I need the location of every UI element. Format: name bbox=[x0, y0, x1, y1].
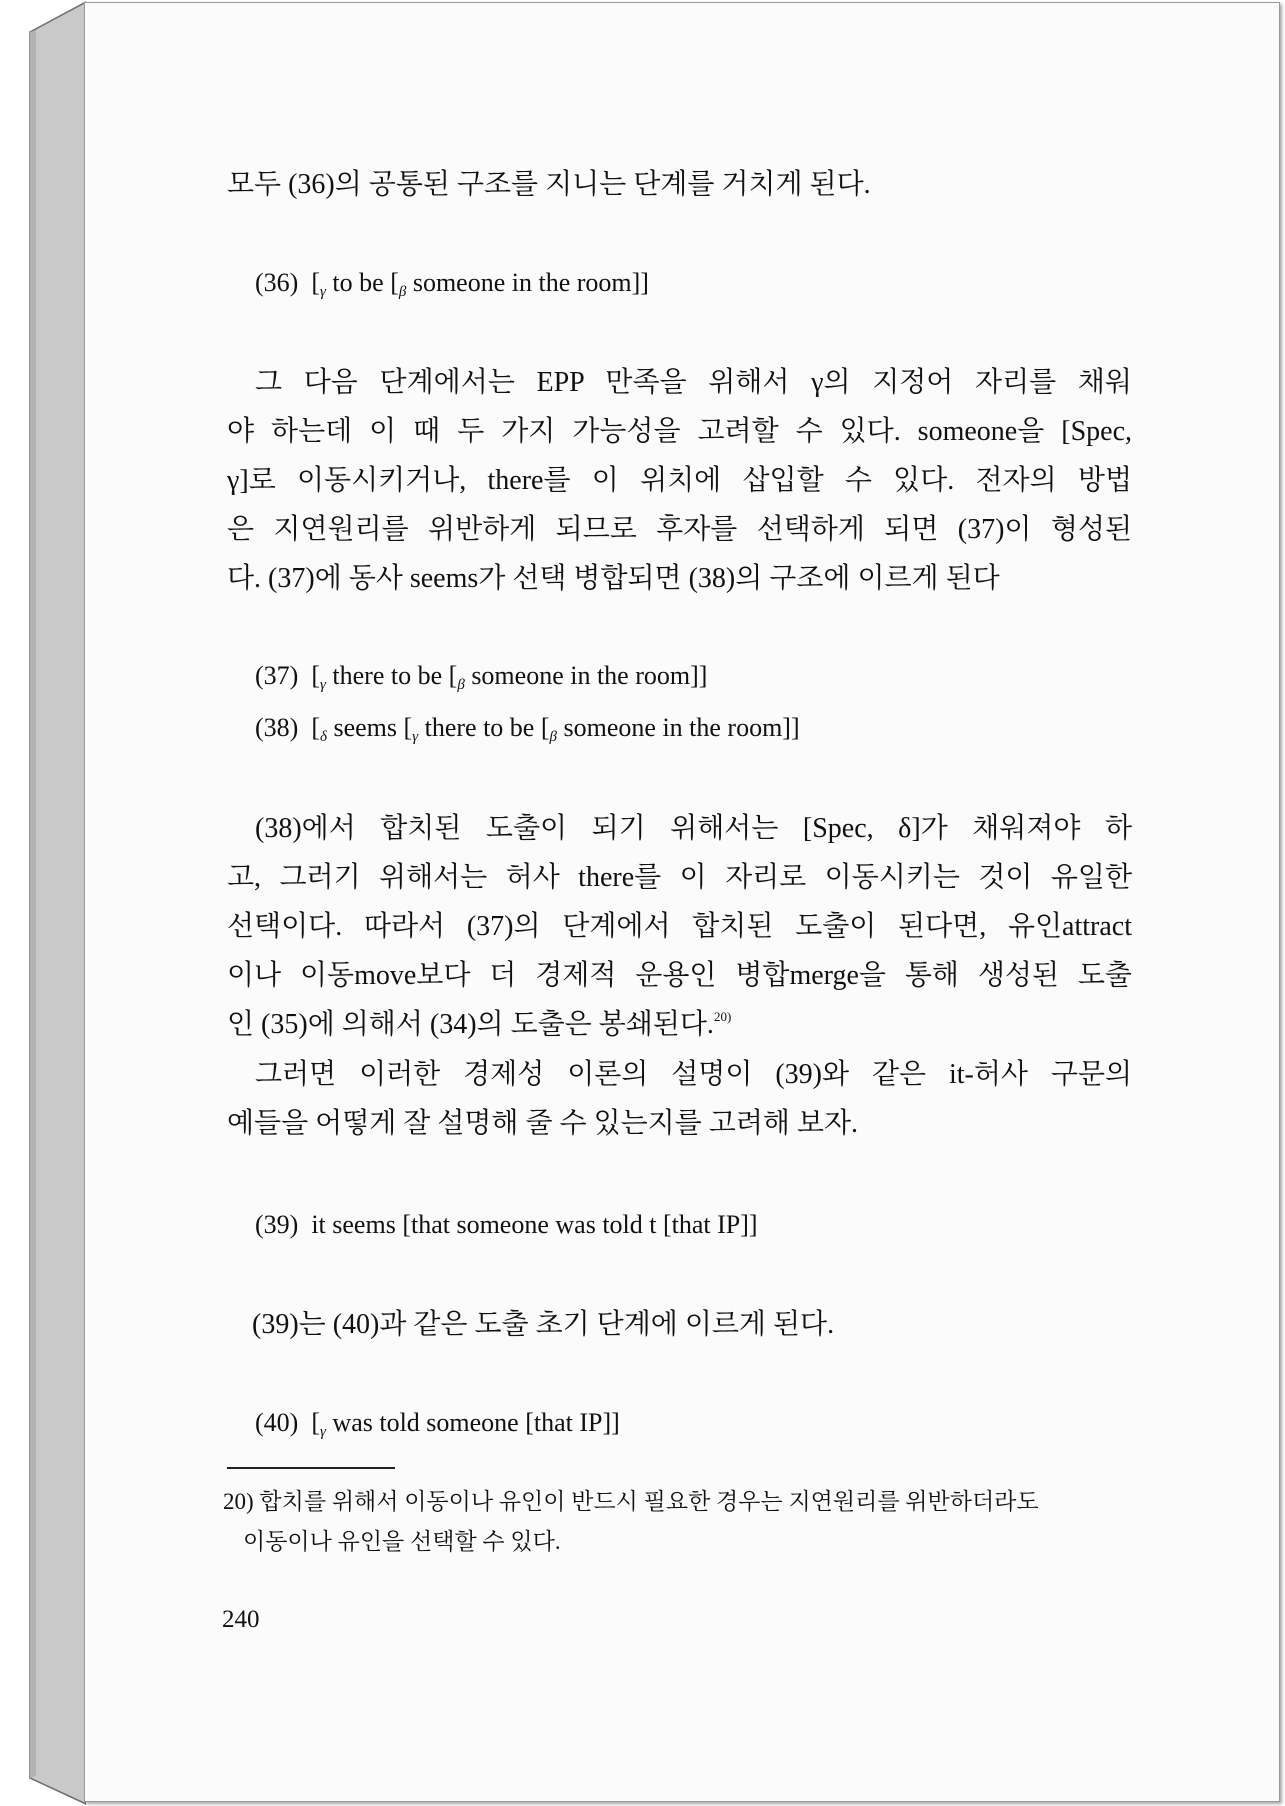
text-line bbox=[227, 1000, 1132, 1053]
subscript-gamma: γ bbox=[412, 729, 419, 745]
text-line: 선택이다. 따라서 (37)의 단계에서 합치된 도출이 된다면, 유인attract bbox=[227, 911, 1132, 942]
footnote-20 bbox=[223, 1482, 1133, 1562]
text-line: 이나 이동move보다 더 경제적 운용인 병합merge을 통해 생성된 도출 bbox=[227, 960, 1132, 991]
text-line: 은 지연원리를 위반하게 되므로 후자를 선택하게 되면 (37)이 형성된 bbox=[227, 514, 1132, 545]
example-number: (37) bbox=[255, 661, 299, 690]
example-number: (40) bbox=[255, 1408, 299, 1437]
text-line: 다. (37)에 동사 seems가 선택 병합되면 (38)의 구조에 이르게 된다 bbox=[227, 563, 1000, 594]
subscript-gamma: γ bbox=[320, 1424, 326, 1440]
subscript-delta: δ bbox=[320, 729, 327, 745]
text-line-content: 인 (35)에 의해서 (34)의 도출은 봉쇄된다. bbox=[227, 1009, 714, 1040]
paragraph-epp bbox=[227, 358, 1132, 603]
footnote-line: 20) 합치를 위해서 이동이나 유인이 반드시 필요한 경우는 지연원리를 위반하더라도 bbox=[223, 1489, 1039, 1514]
subscript-gamma: γ bbox=[320, 677, 326, 693]
subscript-gamma: γ bbox=[320, 284, 326, 300]
subscript-beta: β bbox=[457, 677, 465, 693]
text-line: 그 다음 단계에서는 EPP 만족을 위해서 γ의 지정어 자리를 채워 bbox=[255, 367, 1132, 398]
example-40 bbox=[255, 1406, 620, 1444]
bracket: [ bbox=[311, 1408, 320, 1437]
text-line: 그러면 이러한 경제성 이론의 설명이 (39)와 같은 it-허사 구문의 bbox=[255, 1059, 1132, 1090]
bracket: [ bbox=[403, 713, 413, 742]
example-number: (39) bbox=[255, 1210, 299, 1239]
text-line: 야 하는데 이 때 두 가지 가능성을 고려할 수 있다. someone을 [Spec, bbox=[227, 416, 1132, 447]
paragraph-it-expletive bbox=[227, 1050, 1132, 1148]
page-number: 240 bbox=[222, 1606, 260, 1633]
example-text: someone in the room]] bbox=[406, 268, 649, 297]
text-line: (39)는 (40)과 같은 도출 초기 단계에 이르게 된다. bbox=[252, 1309, 835, 1340]
book-spine bbox=[0, 0, 86, 1806]
text-line: (38)에서 합치된 도출이 되기 위해서는 [Spec, δ]가 채워져야 하 bbox=[255, 813, 1132, 844]
text-line: γ]로 이동시키거나, there를 이 위치에 삽입할 수 있다. 전자의 방법 bbox=[227, 465, 1132, 496]
paragraph-39-40 bbox=[227, 1300, 1132, 1349]
example-text: there to be bbox=[418, 713, 541, 742]
example-number: (38) bbox=[255, 713, 299, 742]
bracket: [ bbox=[448, 661, 458, 690]
example-text: seems bbox=[326, 713, 404, 742]
example-text: was told someone [that IP]] bbox=[325, 1408, 620, 1437]
example-text: there to be bbox=[325, 661, 449, 690]
example-38 bbox=[255, 711, 800, 749]
example-39 bbox=[255, 1208, 758, 1242]
footnote-line: 이동이나 유인을 선택할 수 있다. bbox=[243, 1529, 561, 1554]
example-text: to be bbox=[325, 268, 391, 297]
bracket: [ bbox=[390, 268, 399, 297]
text-line: 고, 그러기 위해서는 허사 there를 이 자리로 이동시키는 것이 유일한 bbox=[227, 862, 1132, 893]
example-36 bbox=[255, 266, 649, 304]
bracket: [ bbox=[540, 713, 550, 742]
subscript-beta: β bbox=[549, 729, 558, 745]
example-number: (36) bbox=[255, 268, 299, 297]
text-line: 예들을 어떻게 잘 설명해 줄 수 있는지를 고려해 보자. bbox=[227, 1108, 859, 1139]
example-37 bbox=[255, 659, 707, 697]
bracket: [ bbox=[311, 713, 320, 742]
text-line: 모두 (36)의 공통된 구조를 지니는 단계를 거치게 된다. bbox=[227, 169, 871, 200]
subscript-beta: β bbox=[398, 284, 407, 300]
example-text: someone in the room]] bbox=[464, 661, 708, 690]
example-text: it seems [that someone was told t [that IP]] bbox=[311, 1210, 758, 1239]
footnote-divider bbox=[227, 1467, 395, 1469]
footnote-mark[interactable]: 20) bbox=[713, 1009, 732, 1024]
bracket: [ bbox=[311, 661, 320, 690]
example-text: someone in the room]] bbox=[557, 713, 800, 742]
bracket: [ bbox=[311, 268, 320, 297]
paragraph-spec-delta bbox=[227, 804, 1132, 1053]
paragraph-intro bbox=[227, 160, 1132, 209]
